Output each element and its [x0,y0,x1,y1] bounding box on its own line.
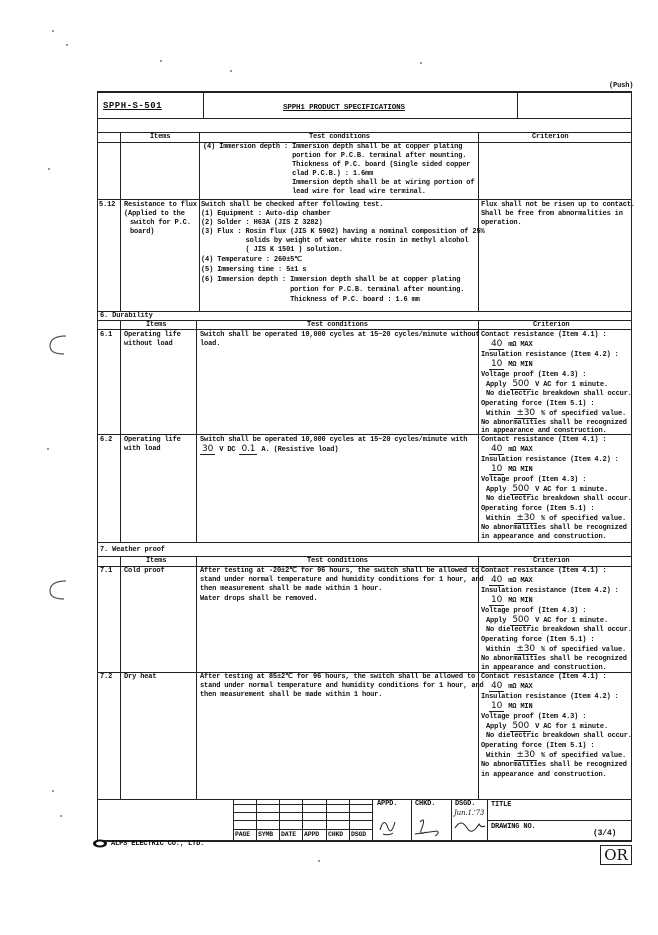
load-conditions: 30 V DC 0.1 A. (Resistive load) [202,444,339,454]
design-date: Jun.1.'73 [454,809,485,817]
checked-label: CHKD. [415,800,436,808]
drawing-number-label: DRAWING NO. [491,823,536,831]
punch-hole-mark [46,575,68,605]
item-number-6-2: 6.2 [100,436,113,444]
original-stamp: OR [600,845,632,865]
rev-col-chkd: CHKD [328,831,344,838]
item-number-7-1: 7.1 [100,567,113,575]
item-name: Resistance to flux [124,201,197,209]
rev-col-date: DATE [281,831,297,838]
title-label: TITLE [491,801,512,809]
rev-col-dsgd: DSGD [351,831,367,838]
item-number-6-1: 6.1 [100,331,113,339]
signatures [375,808,487,840]
frame-left [97,91,98,841]
designed-label: DSGD. [455,800,476,808]
rev-col-appd: APPD [304,831,320,838]
push-label: (Push) [609,82,634,90]
company-name: ALPS ELECTRIC CO., LTD. [111,840,205,848]
rev-col-symb: SYMB [258,831,274,838]
section-7-title: 7. Weather proof [100,546,165,554]
punch-hole-mark [46,330,68,360]
document-title: SPPH1 PRODUCT SPECIFICATIONS [283,104,405,112]
page-number: (3/4) [593,829,617,838]
alps-logo-icon [92,839,108,848]
item-number-5-12: 5.12 [99,201,116,209]
rev-col-page: PAGE [235,831,251,838]
approved-label: APPD. [377,800,398,808]
test-conditions-col-header: Test conditions [309,133,370,141]
items-col-header: Items [150,133,171,141]
frame-top [97,91,632,93]
section-6-title: 6. Durability [100,312,153,320]
document-number: SPPH-S-501 [103,101,163,111]
item-number-7-2: 7.2 [100,673,113,681]
criterion-col-header: Criterion [532,133,569,141]
